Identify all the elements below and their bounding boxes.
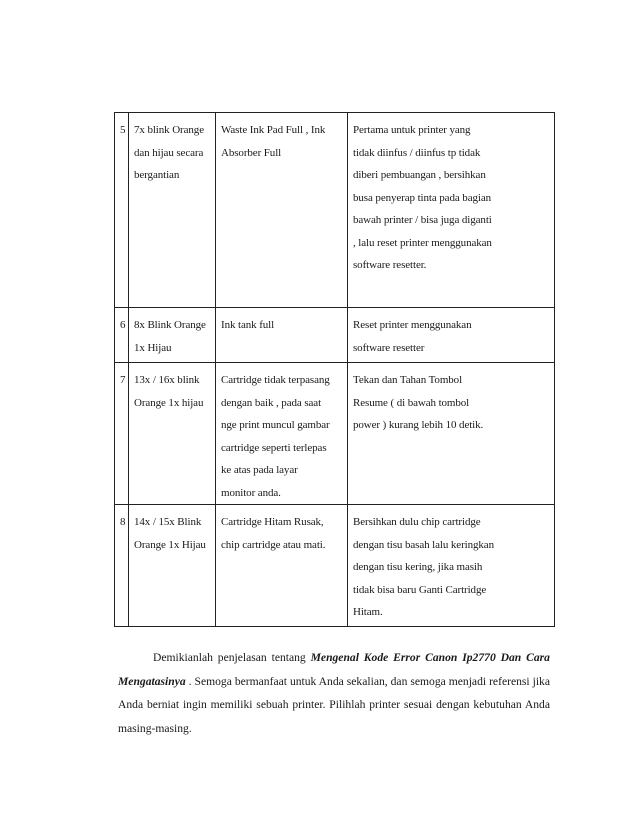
table-row [115,505,555,627]
paragraph-rest: . Semoga bermanfaat untuk Anda sekalian, dan semoga menjadi referensi jika Anda berniat ingin memiliki sebuah printer. Pilihlah printer sesuai dengan kebutuhan Anda masing-masing. [118,674,550,735]
error-code-cell: 13x / 16x blink Orange 1x hijau [129,363,216,505]
solution-cell: Tekan dan Tahan Tombol Resume ( di bawah tombol power ) kurang lebih 10 detik. [348,363,555,505]
solution-cell: Reset printer menggunakan software resetter [348,308,555,363]
error-code-table [114,112,555,627]
cause-cell: Ink tank full [216,308,348,363]
error-code-cell: 8x Blink Orange 1x Hijau [129,308,216,363]
row-number: 5 [115,113,129,308]
table-row [115,113,555,308]
article-title-emphasis: Mengenal Kode Error Canon Ip2770 Dan Cara Mengatasinya [118,651,550,688]
row-number: 8 [115,505,129,627]
row-number: 7 [115,363,129,505]
closing-paragraph [118,646,550,740]
paragraph-lead: Demikianlah penjelasan tentang [153,651,311,664]
solution-cell: Bersihkan dulu chip cartridge dengan tisu basah lalu keringkan dengan tisu kering, jika masih tidak bisa baru Ganti Cartridge Hitam. [348,505,555,627]
cause-cell: Waste Ink Pad Full , Ink Absorber Full [216,113,348,308]
row-number: 6 [115,308,129,363]
cause-cell: Cartridge tidak terpasang dengan baik , pada saat nge print muncul gambar cartridge seperti terlepas ke atas pada layar monitor anda. [216,363,348,505]
solution-cell: Pertama untuk printer yang tidak diinfus / diinfus tp tidak diberi pembuangan , bersihkan busa penyerap tinta pada bagian bawah printer / bisa juga diganti , lalu reset printer menggunakan software resetter. [348,113,555,308]
table-row [115,308,555,363]
table-row [115,363,555,505]
error-code-cell: 14x / 15x Blink Orange 1x Hijau [129,505,216,627]
cause-cell: Cartridge Hitam Rusak, chip cartridge atau mati. [216,505,348,627]
error-code-cell: 7x blink Orange dan hijau secara bergantian [129,113,216,308]
